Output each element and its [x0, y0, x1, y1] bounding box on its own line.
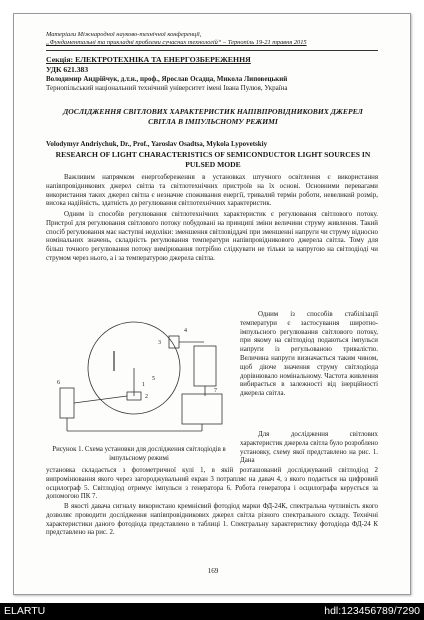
udk-code: УДК 621.383	[46, 65, 89, 74]
oscilloscope-box	[194, 346, 216, 386]
generator-box	[60, 388, 74, 418]
header-divider	[46, 50, 378, 51]
affiliation: Тернопільський національний технічний університет імені Івана Пулюя, Україна	[46, 84, 288, 92]
paragraph-1: Важливим напрямком енергозбереження в установках штучного освітлення є використання напівпровідникових джерел світла та світлотехнічних пристроїв на їх основі. Основними перевагами використання таких джерел світла є незначне споживання енергії, тривалий термін роботи, невеликий розмір, висока надійність, здатність до регулювання світлотехнічних характеристик.	[46, 174, 378, 208]
paragraph-5: установка складається з фотометричної кулі 1, в якій розташований досліджуваний світлодіод 2 випромінювання якого через загороджувальний екран 3 потрапляє на давач 4, з якого подається на цифровий осцилограф 5. Світлодіод отримує імпульси з генератора 6. Робота генератора і осцилографа керується за допомогою ПК 7.	[46, 467, 378, 501]
figure-label-7: 7	[214, 388, 217, 394]
figure-label-2: 2	[145, 394, 148, 400]
running-header-line1: Матеріали Міжнародної науково-технічної конференції,	[46, 31, 202, 38]
figure-label-4: 4	[184, 328, 187, 334]
figure-label-6: 6	[57, 380, 60, 386]
paragraph-3: Одним із способів стабілізації температури є застосування широтно-імпульсного регулювання світлового потоку, при якому на світлодіод подаються імпульси напруги із регульованою тривалістю. Величина напруги визначається таким чином, щоб діюче значення струму світлодіода дорівнювало номінальному. Частота живлення вибирається в залежності від інерційності джерела світла.	[240, 311, 378, 398]
handle-identifier: hdl:123456789/7290	[324, 605, 420, 617]
title-uk: ДОСЛІДЖЕННЯ СВІТЛОВИХ ХАРАКТЕРИСТИК НАПІВПРОВІДНИКОВИХ ДЖЕРЕЛ СВІТЛА В ІМПУЛЬСНОМУ РЕЖИМІ	[63, 107, 363, 126]
setup-diagram	[54, 316, 229, 444]
figure-label-1: 1	[142, 382, 145, 388]
repository-name: ELARTU	[4, 605, 46, 617]
viewer-footer-bar	[0, 603, 424, 620]
paragraph-4: Для дослідження світлових характеристик джерела світла було розроблено установку, схему якої представлено на рис. 1. Дана	[240, 431, 378, 465]
title-en: RESEARCH OF LIGHT CHARACTERISTICS OF SEMICONDUCTOR LIGHT SOURCES IN PULSED MODE	[55, 150, 371, 169]
paragraph-6: В якості давача сигналу використано кремнієвий фотодіод марки ФД-24К, спектральна чутливість якого дозволяє проводити дослідження напівпровідникових джерел світла різного спектрального складу. Технічні характеристики даного фотодіода представлено в таблиці 1. Спектральну характеристику фотодіода ФД-24 К представлено на рис. 2.	[46, 503, 378, 537]
paragraph-2: Одним із способів регулювання світлотехнічних характеристик є регулювання світлового потоку. Пристрої для регулювання світлового потоку побудовані на принципі зміни величини струму живлення. Такий спосіб регулювання має наступні недоліки: зменшення світловіддачі при зменшенні напруги чи струму відносно номінальних значень, складність регулювання температури напівпровідникового джерела світла. Тому для більш точного регулювання потоку вимірювання потрібно слідкувати не тільки за напругою на світлодіоді чи струмом через нього, а і за температурою джерела світла.	[46, 211, 378, 262]
document-page	[13, 13, 411, 595]
page-number: 169	[207, 567, 219, 575]
authors-en: Volodymyr Andriychuk, Dr., Prof., Yaroslav Osadtsa, Mykola Lypovetskiy	[46, 140, 268, 148]
sensor-box	[169, 336, 179, 348]
running-header-line2: „Фундаментальні та прикладні проблеми сучасних технологій“ – Тернопіль 19-21 травня 2015	[46, 39, 307, 46]
generator-lead	[74, 396, 127, 403]
section-label: Секція: ЕЛЕКТРОТЕХНІКА ТА ЕНЕРГОЗБЕРЕЖЕННЯ	[46, 55, 251, 64]
figure-caption: Рисунок 1. Схема установки для дослідження світлодіодів в імпульсному режимі	[52, 446, 226, 462]
pc-box	[182, 394, 222, 424]
figure-label-5: 5	[152, 376, 155, 382]
authors-uk: Володимир Андрійчук, д.т.н., проф., Ярослав Осадца, Микола Липовецький	[46, 75, 288, 83]
figure-label-3: 3	[158, 340, 161, 346]
